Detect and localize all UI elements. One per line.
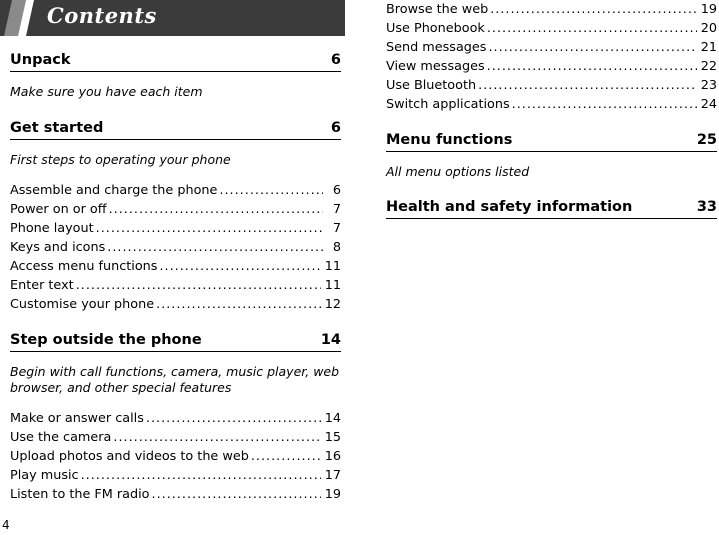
- dot-leader: [96, 219, 323, 238]
- entry-label: Customise your phone: [10, 297, 155, 312]
- dot-leader: [81, 466, 321, 485]
- entry-label: Enter text: [10, 278, 74, 293]
- toc-entry[interactable]: [10, 181, 341, 200]
- dot-leader: [107, 238, 323, 257]
- section-description: All menu options listed: [386, 164, 530, 179]
- dot-leader: [109, 200, 323, 219]
- dot-leader: [152, 485, 321, 504]
- section-description: Make sure you have each item: [10, 84, 203, 99]
- entry-page: 11: [324, 278, 341, 293]
- entry-label: Use Phonebook: [386, 21, 485, 36]
- section-page: 6: [330, 52, 341, 68]
- entry-page: 20: [700, 21, 717, 36]
- page-number: 4: [2, 518, 10, 532]
- section-page: 6: [330, 120, 341, 136]
- toc-entry[interactable]: [10, 466, 341, 485]
- entry-page: 21: [700, 40, 717, 55]
- section-heading[interactable]: [10, 118, 341, 140]
- toc-entry[interactable]: [386, 19, 717, 38]
- section-title: Menu functions: [386, 132, 513, 148]
- entry-page: 14: [324, 411, 341, 426]
- entry-page: 23: [700, 78, 717, 93]
- section-description: Begin with call functions, camera, music player, web browser, and other special features: [10, 364, 340, 395]
- toc-section-get-started: [10, 118, 341, 314]
- dot-leader: [159, 257, 320, 276]
- toc-entry[interactable]: [10, 295, 341, 314]
- entry-page: 15: [324, 430, 341, 445]
- section-title: Step outside the phone: [10, 332, 202, 348]
- entry-page: 24: [700, 97, 717, 112]
- toc-entry[interactable]: [386, 95, 717, 114]
- entry-label: View messages: [386, 59, 485, 74]
- toc-entry[interactable]: [10, 219, 341, 238]
- toc-entry[interactable]: [386, 76, 717, 95]
- toc-entry[interactable]: [10, 428, 341, 447]
- dot-leader: [487, 19, 697, 38]
- dot-leader: [512, 95, 697, 114]
- section-description: First steps to operating your phone: [10, 152, 231, 167]
- dot-leader: [76, 276, 321, 295]
- section-title: Health and safety information: [386, 199, 633, 215]
- toc-entry[interactable]: [10, 238, 341, 257]
- entry-page: 7: [332, 221, 341, 236]
- section-page: 14: [320, 332, 341, 348]
- entry-page: 6: [332, 183, 341, 198]
- entry-label: Switch applications: [386, 97, 510, 112]
- entry-label: Access menu functions: [10, 259, 158, 274]
- toc-entry[interactable]: [10, 485, 341, 504]
- toc-section-unpack: [10, 50, 341, 100]
- dot-leader: [478, 76, 697, 95]
- toc-section-health-safety: [386, 197, 717, 219]
- section-heading[interactable]: [386, 130, 717, 152]
- entry-label: Use the camera: [10, 430, 112, 445]
- toc-entry[interactable]: [10, 257, 341, 276]
- entry-page: 8: [332, 240, 341, 255]
- entry-page: 11: [324, 259, 341, 274]
- toc-section-menu-functions: [386, 130, 717, 180]
- entry-page: 19: [324, 487, 341, 502]
- entry-label: Upload photos and videos to the web: [10, 449, 249, 464]
- page-title: Contents: [47, 3, 157, 28]
- entry-label: Assemble and charge the phone: [10, 183, 218, 198]
- section-title: Get started: [10, 120, 104, 136]
- entry-label: Send messages: [386, 40, 487, 55]
- entry-label: Keys and icons: [10, 240, 106, 255]
- dot-leader: [146, 409, 321, 428]
- toc-list: [10, 409, 341, 504]
- dot-leader: [490, 0, 697, 19]
- section-page: 33: [696, 199, 717, 215]
- toc-entry[interactable]: [386, 0, 717, 19]
- toc-list: [10, 181, 341, 314]
- entry-label: Make or answer calls: [10, 411, 144, 426]
- entry-page: 16: [324, 449, 341, 464]
- section-page: 25: [696, 132, 717, 148]
- toc-entry[interactable]: [386, 38, 717, 57]
- entry-page: 12: [324, 297, 341, 312]
- entry-label: Use Bluetooth: [386, 78, 477, 93]
- section-heading[interactable]: [386, 197, 717, 219]
- entry-label: Play music: [10, 468, 79, 483]
- toc-section-step-outside: [10, 330, 341, 504]
- dot-leader: [113, 428, 320, 447]
- toc-entry[interactable]: [10, 276, 341, 295]
- toc-entry[interactable]: [10, 409, 341, 428]
- entry-page: 7: [332, 202, 341, 217]
- section-heading[interactable]: [10, 330, 341, 352]
- toc-list: [386, 0, 717, 114]
- entry-label: Power on or off: [10, 202, 107, 217]
- entry-page: 17: [324, 468, 341, 483]
- dot-leader: [251, 447, 321, 466]
- entry-label: Browse the web: [386, 2, 489, 17]
- entry-page: 22: [700, 59, 717, 74]
- dot-leader: [156, 295, 321, 314]
- dot-leader: [488, 38, 696, 57]
- dot-leader: [219, 181, 323, 200]
- toc-entry[interactable]: [10, 200, 341, 219]
- toc-entry[interactable]: [386, 57, 717, 76]
- section-heading[interactable]: [10, 50, 341, 72]
- toc-left-column: [10, 50, 341, 504]
- toc-entry[interactable]: [10, 447, 341, 466]
- toc-right-column: [386, 0, 717, 219]
- section-title: Unpack: [10, 52, 71, 68]
- banner-stripe-icon: [4, 0, 34, 36]
- entry-label: Listen to the FM radio: [10, 487, 150, 502]
- entry-label: Phone layout: [10, 221, 94, 236]
- contents-banner: [0, 0, 345, 36]
- dot-leader: [487, 57, 697, 76]
- entry-page: 19: [700, 2, 717, 17]
